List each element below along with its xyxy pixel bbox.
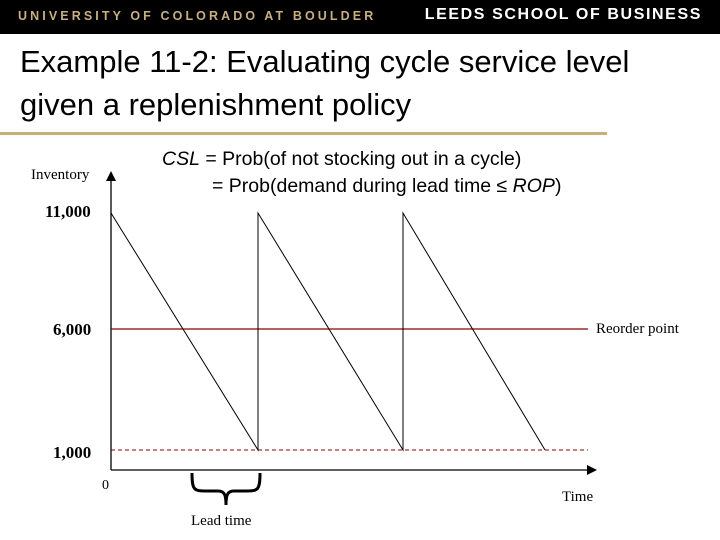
rop-term: ROP bbox=[512, 175, 555, 197]
lead-time-label: Lead time bbox=[191, 513, 252, 529]
csl-term: CSL bbox=[162, 148, 200, 170]
lead-time-brace bbox=[192, 473, 260, 505]
origin-label: 0 bbox=[102, 478, 109, 493]
inventory-sawtooth bbox=[111, 213, 545, 450]
csl-line-1-text: = Prob(of not stocking out in a cycle) bbox=[199, 148, 522, 170]
csl-close-paren: ) bbox=[554, 175, 562, 197]
y-tick-1000: 1,000 bbox=[53, 443, 92, 462]
less-equal-symbol: ≤ bbox=[496, 175, 508, 197]
reorder-point-label: Reorder point bbox=[596, 321, 679, 337]
y-tick-6000: 6,000 bbox=[53, 320, 92, 339]
x-axis-label: Time bbox=[562, 489, 594, 505]
slide-title: Example 11-2: Evaluating cycle service level given a replenishment policy bbox=[20, 44, 630, 122]
y-tick-11000: 11,000 bbox=[45, 202, 91, 221]
university-name: UNIVERSITY OF COLORADO AT BOULDER bbox=[18, 9, 377, 23]
y-axis-label: Inventory bbox=[31, 167, 90, 183]
school-name: LEEDS SCHOOL OF BUSINESS bbox=[424, 6, 702, 23]
csl-line-2-text: = Prob(demand during lead time bbox=[212, 175, 497, 197]
